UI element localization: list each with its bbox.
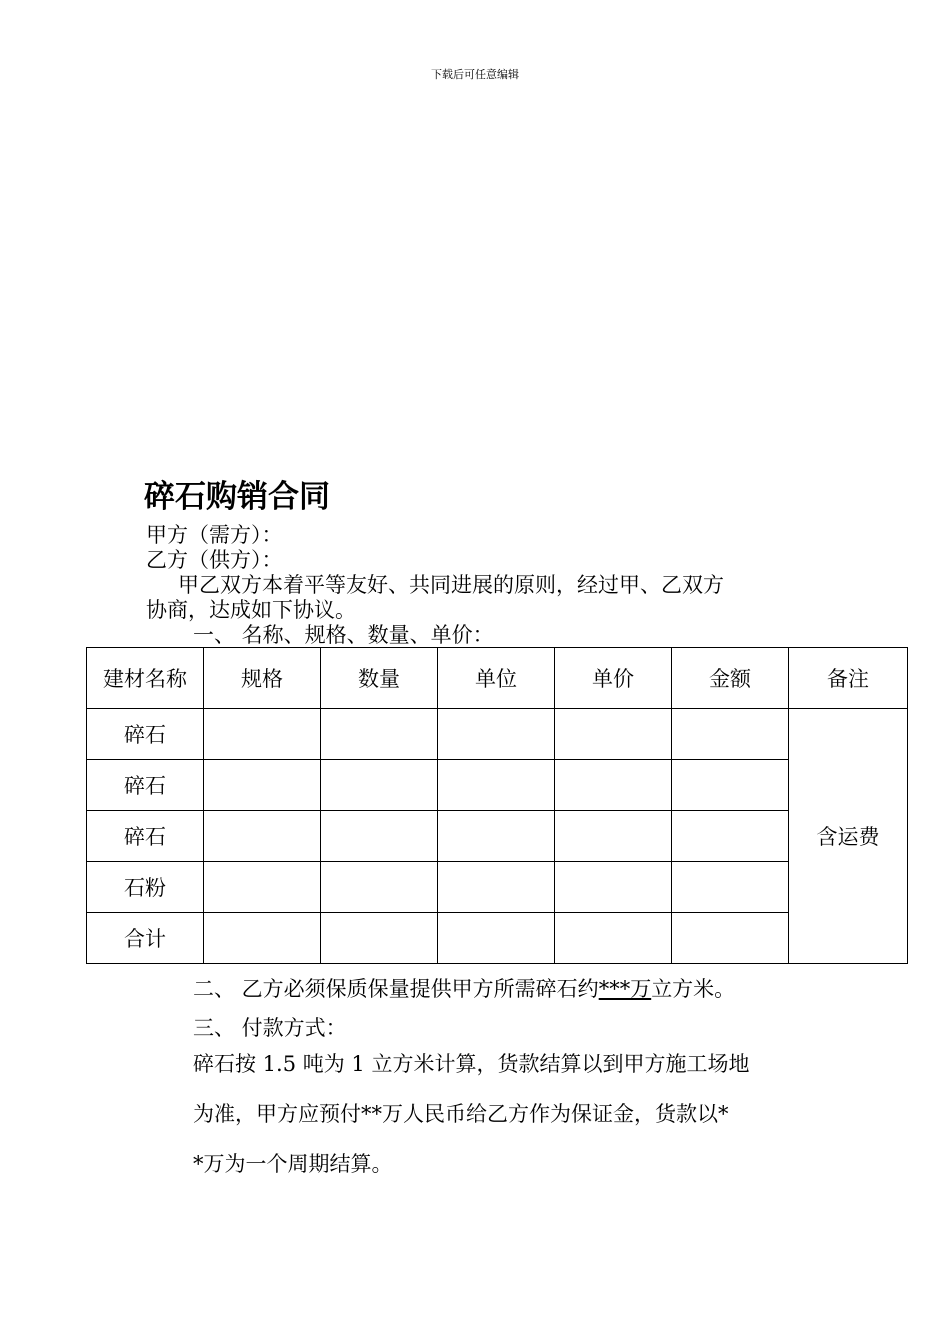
table-row	[87, 862, 908, 913]
spec-cell[interactable]	[204, 811, 321, 862]
table-row	[87, 709, 908, 760]
remark-cell: 含运费	[789, 709, 908, 964]
unit-cell[interactable]	[438, 913, 555, 964]
table-row	[87, 811, 908, 862]
unit-cell[interactable]	[438, 811, 555, 862]
column-header-quantity: 数量	[321, 648, 438, 709]
intro-line-2: 协商，达成如下协议。	[146, 598, 356, 622]
section-2-clause	[193, 976, 735, 1002]
section-2-quantity-blank: ***万	[598, 977, 652, 1001]
section-2-prefix: 二、 乙方必须保质保量提供甲方所需碎石约	[193, 977, 599, 1001]
spec-cell[interactable]	[204, 862, 321, 913]
column-header-unit-price: 单价	[555, 648, 672, 709]
section-2-suffix: 立方米。	[651, 977, 736, 1001]
unit-cell[interactable]	[438, 862, 555, 913]
payment-line-1: 碎石按 1.5 吨为 1 立方米计算，货款结算以到甲方施工场地	[193, 1052, 750, 1076]
material-name-cell: 碎石	[87, 760, 204, 811]
intro-line-1: 甲乙双方本着平等友好、共同进展的原则，经过甲、乙双方	[178, 573, 724, 597]
party-b-label: 乙方（供方）：	[146, 548, 283, 572]
materials-table	[86, 647, 908, 964]
section-1-heading: 一、 名称、规格、数量、单价：	[193, 623, 494, 647]
table-row-total	[87, 913, 908, 964]
quantity-cell[interactable]	[321, 811, 438, 862]
spec-cell[interactable]	[204, 760, 321, 811]
amount-cell[interactable]	[672, 862, 789, 913]
spec-cell[interactable]	[204, 709, 321, 760]
table-row	[87, 760, 908, 811]
quantity-cell[interactable]	[321, 913, 438, 964]
unit-price-cell[interactable]	[555, 913, 672, 964]
material-name-cell: 碎石	[87, 709, 204, 760]
column-header-material: 建材名称	[87, 648, 204, 709]
column-header-spec: 规格	[204, 648, 321, 709]
unit-price-cell[interactable]	[555, 709, 672, 760]
material-name-cell: 石粉	[87, 862, 204, 913]
amount-cell[interactable]	[672, 811, 789, 862]
document-title: 碎石购销合同	[144, 479, 330, 515]
table-header-row	[87, 648, 908, 709]
spec-cell[interactable]	[204, 913, 321, 964]
amount-cell[interactable]	[672, 709, 789, 760]
quantity-cell[interactable]	[321, 760, 438, 811]
unit-price-cell[interactable]	[555, 811, 672, 862]
amount-cell[interactable]	[672, 913, 789, 964]
total-label-cell: 合计	[87, 913, 204, 964]
section-3-heading: 三、 付款方式：	[193, 1016, 347, 1040]
column-header-unit: 单位	[438, 648, 555, 709]
unit-price-cell[interactable]	[555, 760, 672, 811]
quantity-cell[interactable]	[321, 709, 438, 760]
header-note: 下载后可任意编辑	[431, 68, 519, 81]
payment-line-3: *万为一个周期结算。	[193, 1152, 393, 1176]
unit-price-cell[interactable]	[555, 862, 672, 913]
payment-line-2: 为准，甲方应预付**万人民币给乙方作为保证金，货款以*	[193, 1102, 729, 1126]
unit-cell[interactable]	[438, 760, 555, 811]
party-a-label: 甲方（需方）：	[146, 523, 283, 547]
unit-cell[interactable]	[438, 709, 555, 760]
column-header-amount: 金额	[672, 648, 789, 709]
column-header-remark: 备注	[789, 648, 908, 709]
amount-cell[interactable]	[672, 760, 789, 811]
material-name-cell: 碎石	[87, 811, 204, 862]
quantity-cell[interactable]	[321, 862, 438, 913]
